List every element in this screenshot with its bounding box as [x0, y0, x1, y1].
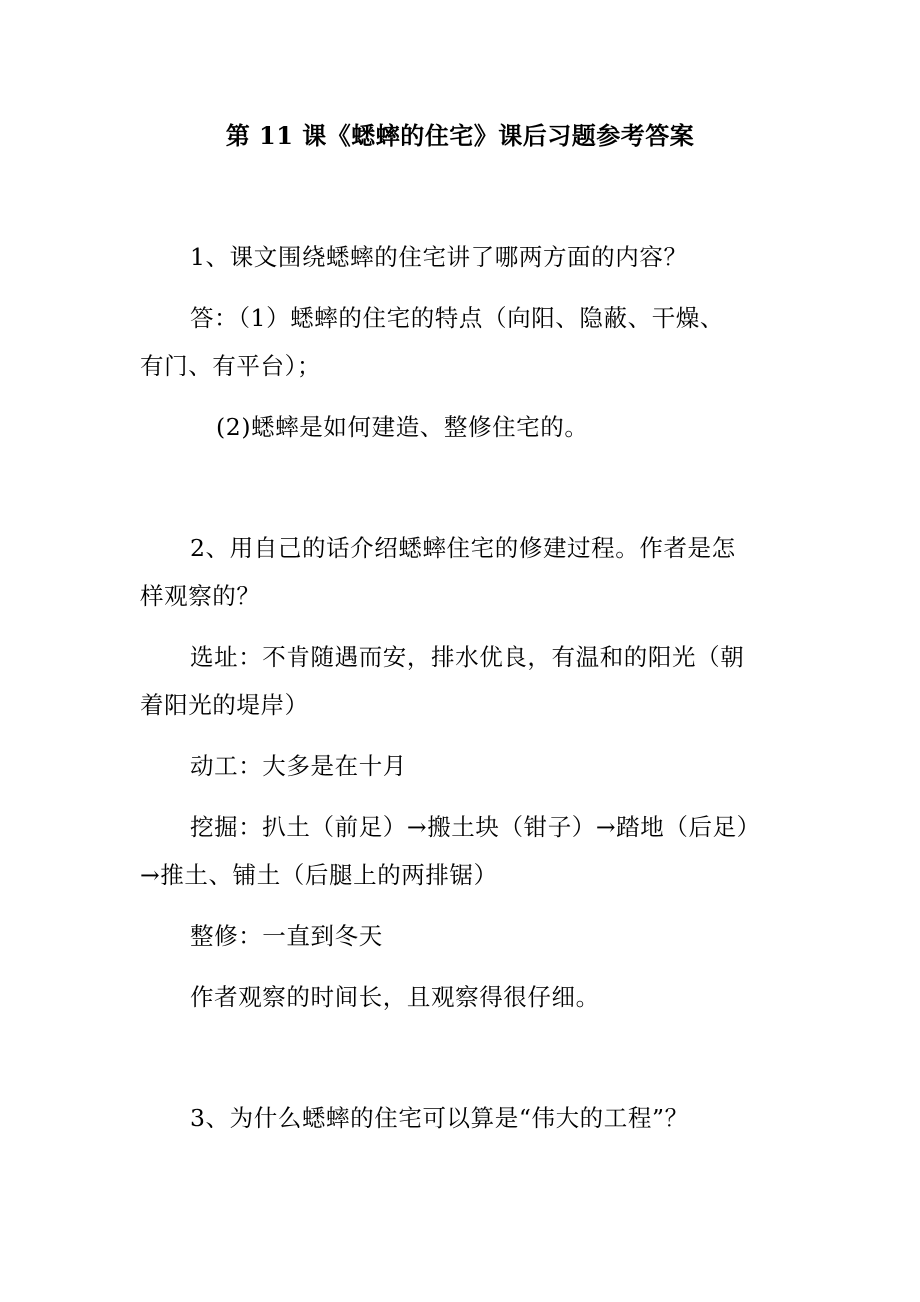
answer-1-line-3: (2)蟋蟀是如何建造、整修住宅的。	[216, 413, 589, 441]
answer-1-line-2: 有门、有平台）；	[140, 352, 322, 380]
page-title: 第 11 课《蟋蟀的住宅》课后习题参考答案	[225, 121, 695, 150]
answer-2-dig-line-2: →推土、铺土（后腿上的两排锯）	[140, 861, 498, 889]
answer-2-site-line-2: 着阳光的堤岸）	[140, 691, 309, 719]
answer-2-start: 动工：大多是在十月	[190, 752, 407, 780]
answer-2-dig-line-1: 挖掘：扒土（前足）→搬土块（钳子）→踏地（后足）	[190, 813, 761, 841]
answer-1-line-1: 答：（1）蟋蟀的住宅的特点（向阳、隐蔽、干燥、	[190, 304, 725, 332]
question-1-text: 1、课文围绕蟋蟀的住宅讲了哪两方面的内容？	[190, 243, 688, 271]
answer-2-repair: 整修：一直到冬天	[190, 922, 383, 950]
question-2-line-2: 样观察的？	[140, 582, 261, 610]
answer-2-summary: 作者观察的时间长，且观察得很仔细。	[190, 983, 600, 1011]
question-2-line-1: 2、用自己的话介绍蟋蟀住宅的修建过程。作者是怎	[190, 534, 736, 562]
answer-2-site-line-1: 选址：不肯随遇而安，排水优良，有温和的阳光（朝	[190, 643, 745, 671]
question-3-text: 3、为什么蟋蟀的住宅可以算是“伟大的工程”？	[190, 1104, 689, 1132]
